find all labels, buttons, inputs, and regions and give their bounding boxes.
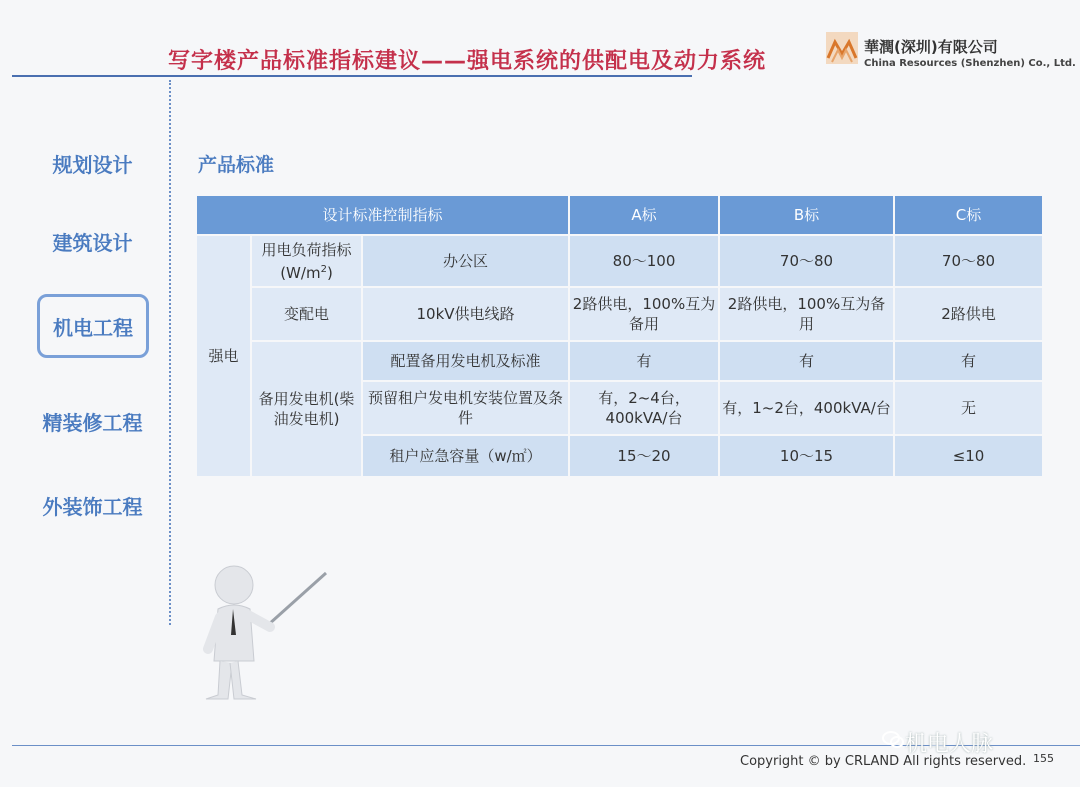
copyright-text: Copyright © by CRLAND All rights reserved. bbox=[740, 754, 1027, 769]
table-header-row bbox=[196, 195, 1043, 235]
table-row bbox=[196, 287, 1043, 341]
table-row bbox=[196, 235, 1043, 287]
value-c: ≤10 bbox=[894, 435, 1043, 477]
value-c: 有 bbox=[894, 341, 1043, 381]
value-a: 2路供电，100%互为备用 bbox=[569, 287, 719, 341]
item-cell: 配置备用发电机及标准 bbox=[362, 341, 569, 381]
value-c: 2路供电 bbox=[894, 287, 1043, 341]
nav-item-mep-active[interactable] bbox=[37, 294, 149, 358]
item-cell: 办公区 bbox=[362, 235, 569, 287]
value-a: 有，2~4台，400kVA/台 bbox=[569, 381, 719, 435]
group-cell-load: 用电负荷指标 $(W/m^2)$ bbox=[251, 235, 362, 287]
header-a: A标 bbox=[569, 195, 719, 235]
value-b: 2路供电，100%互为备用 bbox=[719, 287, 894, 341]
value-b: 有，1~2台，400kVA/台 bbox=[719, 381, 894, 435]
value-b: 有 bbox=[719, 341, 894, 381]
watermark-text: 机电人脉 bbox=[905, 732, 994, 757]
value-b: 70～80 bbox=[719, 235, 894, 287]
logo-chinese-name: 華潤(深圳)有限公司 bbox=[864, 38, 998, 56]
table-row bbox=[196, 341, 1043, 381]
nav-item-facade[interactable]: 外装饰工程 bbox=[42, 495, 143, 519]
page-number: 155 bbox=[1033, 752, 1054, 765]
page-title: 写字楼产品标准指标建议——强电系统的供配电及动力系统 bbox=[168, 49, 767, 74]
value-c: 70～80 bbox=[894, 235, 1043, 287]
logo-english-name: China Resources (Shenzhen) Co., Ltd. bbox=[864, 58, 1076, 69]
value-a: 有 bbox=[569, 341, 719, 381]
nav-item-interior[interactable]: 精装修工程 bbox=[42, 411, 143, 435]
presenter-figure-illustration bbox=[198, 565, 338, 705]
header-b: B标 bbox=[719, 195, 894, 235]
value-b: 10～15 bbox=[719, 435, 894, 477]
category-cell: 强电 bbox=[196, 235, 251, 477]
section-title: 产品标准 bbox=[198, 154, 275, 176]
title-underline bbox=[12, 75, 692, 77]
value-a: 80～100 bbox=[569, 235, 719, 287]
nav-item-planning[interactable]: 规划设计 bbox=[52, 153, 133, 177]
group-cell-distribution: 变配电 bbox=[251, 287, 362, 341]
header-indicator: 设计标准控制指标 bbox=[196, 195, 569, 235]
value-c: 无 bbox=[894, 381, 1043, 435]
logo-mark-icon bbox=[826, 32, 858, 64]
item-cell: 租户应急容量（w/㎡） bbox=[362, 435, 569, 477]
item-cell: 10kV供电线路 bbox=[362, 287, 569, 341]
company-logo bbox=[826, 32, 1076, 76]
wechat-icon bbox=[882, 730, 904, 750]
item-cell: 预留租户发电机安装位置及条件 bbox=[362, 381, 569, 435]
nav-item-mep-label: 机电工程 bbox=[53, 315, 133, 340]
group-cell-generator: 备用发电机(柴油发电机) bbox=[251, 341, 362, 477]
nav-item-architecture[interactable]: 建筑设计 bbox=[52, 231, 133, 255]
standards-table bbox=[195, 194, 1044, 478]
header-c: C标 bbox=[894, 195, 1043, 235]
value-a: 15～20 bbox=[569, 435, 719, 477]
